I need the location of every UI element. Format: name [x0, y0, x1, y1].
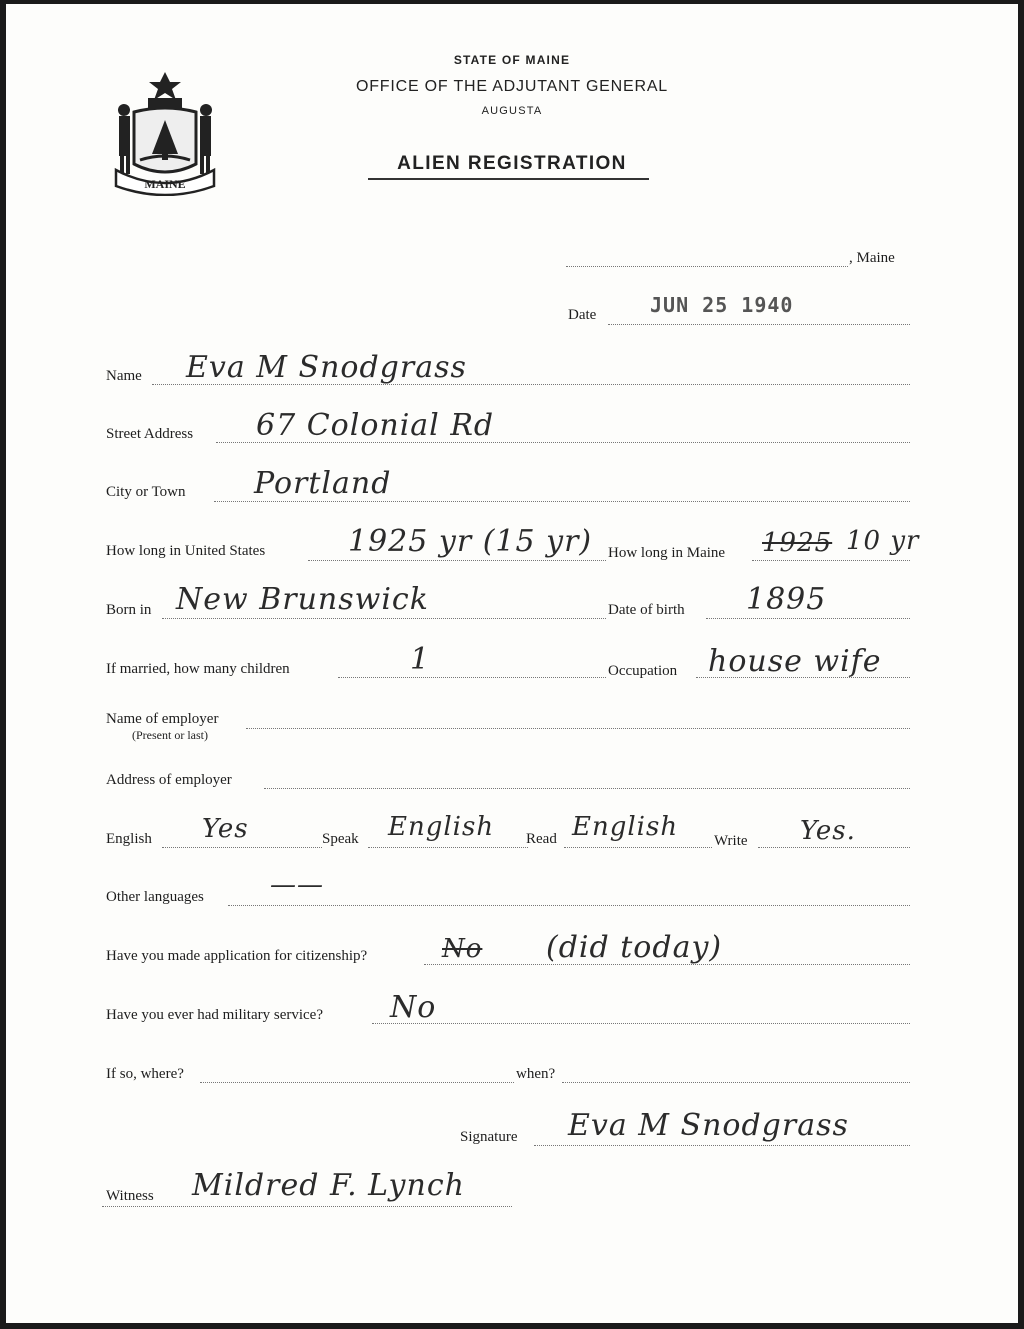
dob-value: 1895: [746, 582, 827, 617]
maine-label: How long in Maine: [608, 545, 726, 561]
header-office: OFFICE OF THE ADJUTANT GENERAL: [355, 78, 669, 95]
when-label: when?: [516, 1066, 556, 1082]
header-city: AUGUSTA: [481, 105, 543, 117]
title-underline: [368, 178, 649, 180]
us-value: 1925 yr (15 yr): [348, 524, 593, 559]
children-value: 1: [410, 642, 431, 677]
citizenship-label: Have you made application for citizenship?: [106, 948, 368, 964]
city-value: Portland: [254, 466, 392, 501]
form-title: ALIEN REGISTRATION: [397, 153, 627, 174]
witness-value: Mildred F. Lynch: [192, 1168, 465, 1203]
write-label: Write: [714, 833, 748, 849]
military-line: [372, 1023, 910, 1024]
name-value: Eva M Snodgrass: [186, 350, 467, 385]
citizenship-struck: No: [442, 934, 483, 964]
read-value: English: [572, 812, 679, 842]
write-line: [758, 847, 910, 848]
write-value: Yes.: [800, 816, 856, 846]
us-line: [308, 560, 606, 561]
where-line: [200, 1082, 514, 1083]
other-lang-line: [228, 905, 910, 906]
dob-line: [706, 618, 910, 619]
date-line: [608, 324, 910, 325]
street-label: Street Address: [106, 426, 194, 442]
city-line: [214, 501, 910, 502]
other-lang-label: Other languages: [106, 889, 204, 905]
us-label: How long in United States: [106, 543, 266, 559]
other-lang-value: ——: [270, 870, 324, 900]
english-label: English: [106, 831, 152, 847]
signature-value: Eva M Snodgrass: [568, 1108, 849, 1143]
english-value: Yes: [202, 814, 249, 844]
signature-line: [534, 1145, 910, 1146]
street-value: 67 Colonial Rd: [256, 408, 495, 443]
occupation-value: house wife: [708, 644, 882, 679]
witness-label: Witness: [106, 1188, 154, 1204]
employer-label: Name of employer: [106, 711, 219, 727]
employer-sub: (Present or last): [132, 728, 208, 742]
maine-value: 10 yr: [846, 526, 920, 556]
employer-address-label: Address of employer: [106, 772, 232, 788]
form-paper: [6, 4, 1018, 1323]
speak-label: Speak: [322, 831, 359, 847]
place-suffix: , Maine: [849, 250, 895, 266]
name-label: Name: [106, 368, 142, 384]
employer-address-line: [264, 788, 910, 789]
occupation-label: Occupation: [608, 663, 678, 679]
speak-line: [368, 847, 528, 848]
speak-value: English: [388, 812, 495, 842]
english-line: [162, 847, 322, 848]
seal-label: MAINE: [144, 177, 186, 191]
place-line: [566, 266, 848, 267]
born-label: Born in: [106, 602, 152, 618]
city-label: City or Town: [106, 484, 186, 500]
date-stamp: JUN 25 1940: [650, 293, 794, 317]
read-label: Read: [526, 831, 557, 847]
maine-line: [752, 560, 910, 561]
military-value: No: [390, 990, 437, 1025]
when-line: [562, 1082, 910, 1083]
children-line: [338, 677, 606, 678]
employer-line: [246, 728, 910, 729]
maine-struck: 1925: [762, 528, 833, 558]
born-line: [162, 618, 606, 619]
born-value: New Brunswick: [176, 582, 429, 617]
header-state: STATE OF MAINE: [453, 53, 571, 67]
children-label: If married, how many children: [106, 661, 290, 677]
dob-label: Date of birth: [608, 602, 685, 618]
witness-line: [102, 1206, 512, 1207]
military-label: Have you ever had military service?: [106, 1007, 323, 1023]
read-line: [564, 847, 712, 848]
signature-label: Signature: [460, 1129, 518, 1145]
where-label: If so, where?: [106, 1066, 184, 1082]
date-label: Date: [568, 307, 597, 323]
citizenship-value: (did today): [546, 930, 723, 965]
